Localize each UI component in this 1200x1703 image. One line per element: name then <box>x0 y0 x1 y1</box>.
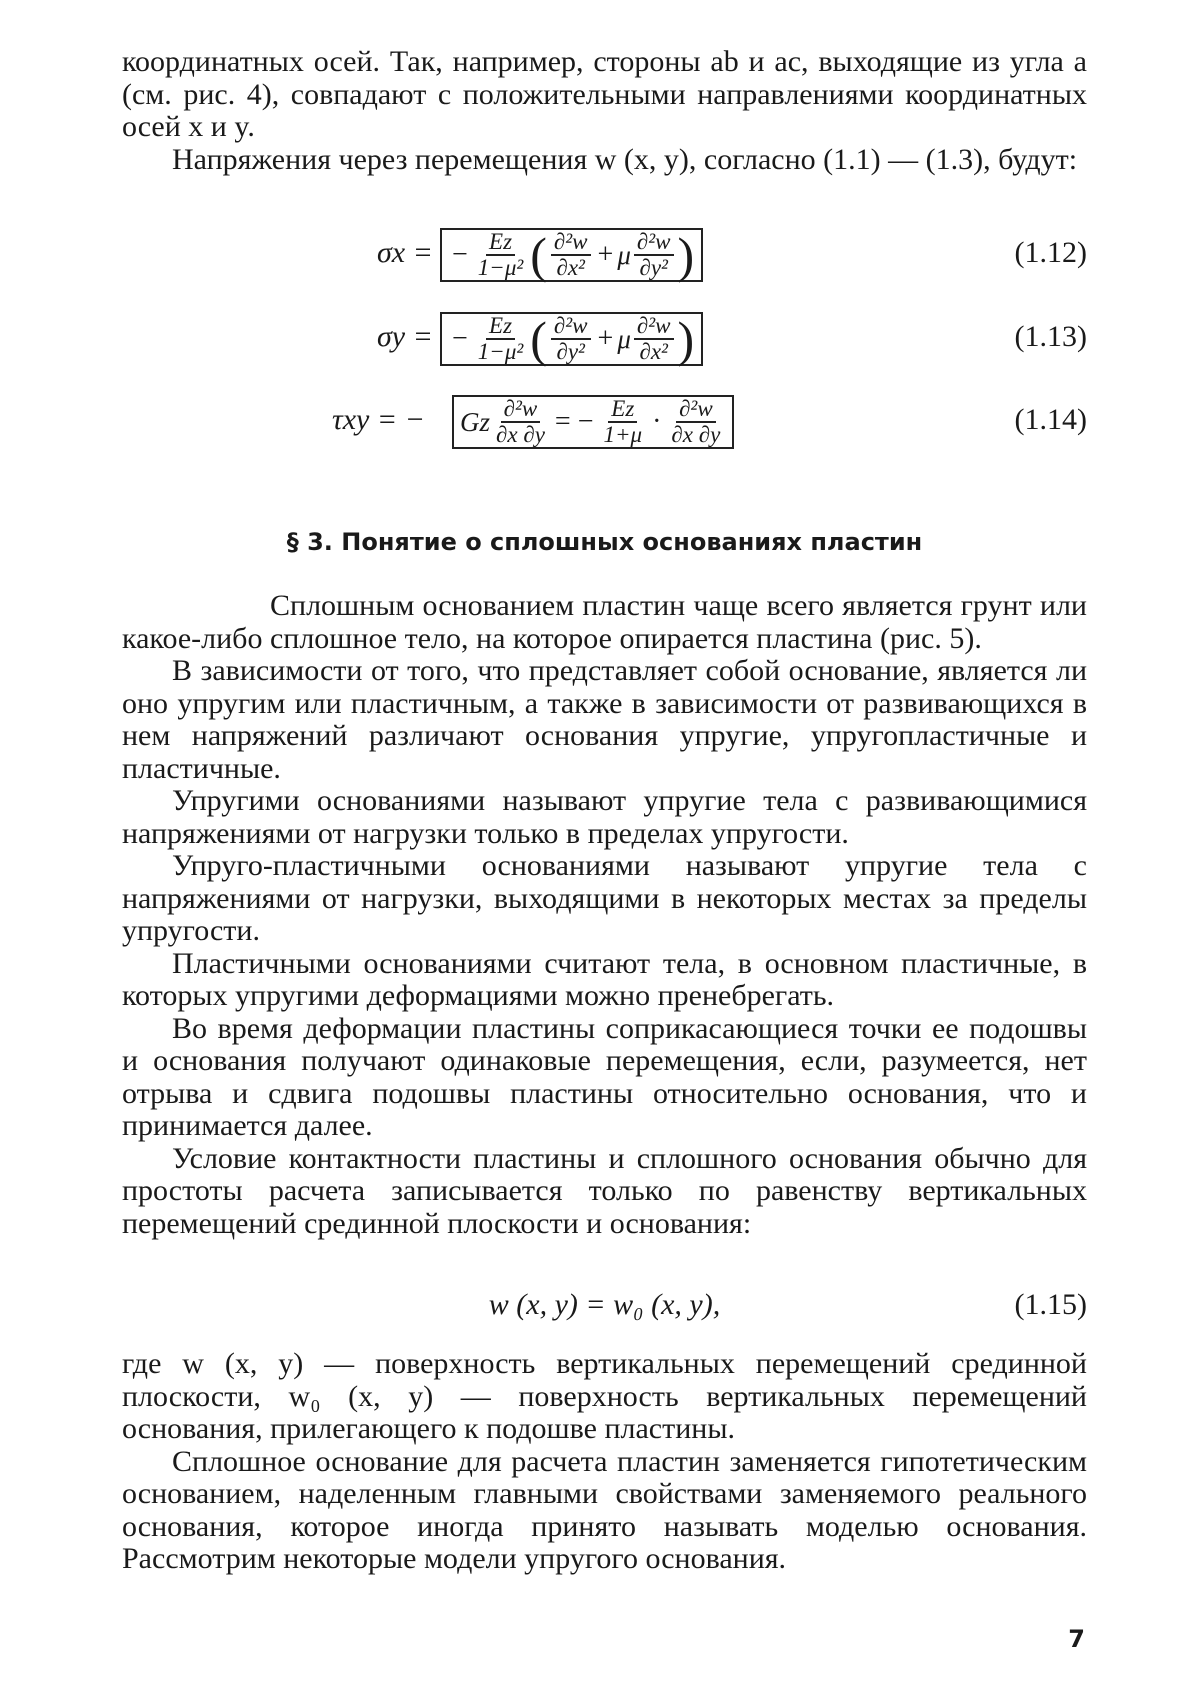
paragraph: где w (x, y) — поверхность вертикальных перемещений срединной плоскости, w₀ (x, y) — поверхность вертикальных перемещений основания, прилегающего к подошве пластины. <box>122 1347 1087 1445</box>
equation-number: (1.14) <box>1014 403 1087 436</box>
section-body-continued <box>122 1348 1087 1576</box>
page-number: 7 <box>1068 1625 1085 1653</box>
intro-paragraph: координатных осей. Так, например, стороны ab и ac, выходящие из угла a (см. рис. 4), совпадают с положительными направлениями координатных осей x и y. <box>122 45 1087 143</box>
paragraph: В зависимости от того, что представляет собой основание, является ли оно упругим или пластичным, а также в зависимости от развивающихся в нем напряжений различают основания упругие, упругопластичные и пластичные. <box>122 654 1087 785</box>
paragraph: Пластичными основаниями считают тела, в основном пластичные, в которых упругими деформациями можно пренебрегать. <box>122 946 1087 1012</box>
intro-paragraph: Напряжения через перемещения w (x, y), согласно (1.1) — (1.3), будут: <box>172 142 1078 176</box>
paragraph: Сплошное основание для расчета пластин заменяется гипотетическим основанием, наделенным главными свойствами заменяемого реального основания, которое иногда принято называть моделью основания. Рассмотрим некоторые модели упругого основания. <box>122 1444 1087 1575</box>
equation-1-15 <box>122 1288 1087 1328</box>
equation-lhs: τxy = − <box>332 403 425 436</box>
formula-box: − $\frac{Ez}{\text{1−μ²}}$ ( $\frac{\text{∂²w}}{\text{∂x²}}$ + μ $\frac{\text{∂²w}}{\text{∂y²}}$ ) <box>440 228 703 282</box>
equation-lhs: σy = <box>377 320 433 353</box>
equation-number: (1.15) <box>1014 1288 1087 1321</box>
paragraph: Упругими основаниями называют упругие тела с развивающимися напряжениями от нагрузки только в пределах упругости. <box>122 784 1087 850</box>
section-heading: § 3. Понятие о сплошных основаниях пластин <box>286 528 923 556</box>
equation-1-12 <box>122 218 1087 288</box>
equation-number: (1.13) <box>1014 320 1087 353</box>
paragraph: Условие контактности пластины и сплошного основания обычно для простоты расчета записывается только по равенству вертикальных перемещений срединной плоскости и основания: <box>122 1141 1087 1240</box>
formula-box: − $\frac{Ez}{\text{1−μ²}}$ ( $\frac{\text{∂²w}}{\text{∂y²}}$ + μ $\frac{\text{∂²w}}{\text{∂x²}}$ ) <box>440 312 703 366</box>
formula-box: Gz $\frac{\text{∂²w}}{\partial x \partial y}$ = − $\frac{Ez}{1+\mu}$ · $\frac{\text{∂²w}}{\partial x \partial y}$ <box>452 395 734 449</box>
paragraph: Сплошным основанием пластин чаще всего является грунт или какое-либо сплошное тело, на которое опирается пластина (рис. 5). <box>122 589 1087 655</box>
equation-lhs: σx = <box>377 236 433 269</box>
section-body <box>122 590 1087 1240</box>
equation-number: (1.12) <box>1014 236 1087 269</box>
intro-text <box>122 46 1087 176</box>
equation-formula: w (x, y) = w₀ (x, y), <box>488 1288 721 1321</box>
equation-1-14 <box>122 385 1087 455</box>
paragraph: Во время деформации пластины соприкасающиеся точки ее подошвы и основания получают одинаковые перемещения, если, разумеется, нет отрыва и сдвига подошвы пластины относительно основания, что и принимается далее. <box>122 1011 1087 1142</box>
paragraph: Упруго-пластичными основаниями называют упругие тела с напряжениями от нагрузки, выходящими в некоторых местах за пределы упругости. <box>122 849 1087 947</box>
equation-1-13 <box>122 302 1087 372</box>
